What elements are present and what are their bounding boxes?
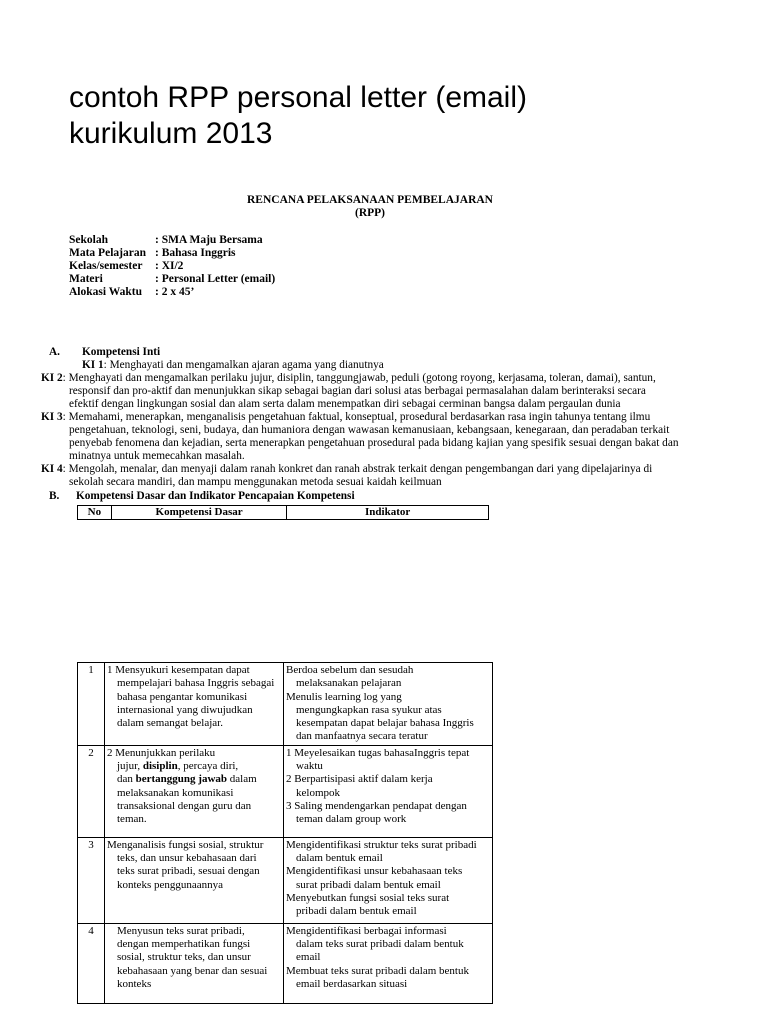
identity-value: : 2 x 45’ [155,286,195,298]
ki1-text: : Menghayati dan mengamalkan ajaran agama yang dianutnya [103,359,384,371]
identity-row [69,260,184,272]
cell-line: melaksanakan komunikasi [117,786,234,799]
cell-text: jujur, [117,760,143,773]
section-b-marker: B. [49,490,60,502]
kompetensi-dasar-cell [105,837,284,923]
row-number: 4 [78,923,105,1003]
cell-line: pribadi dalam bentuk email [296,905,417,918]
competency-table-header [77,505,489,520]
cell-line: teman dalam group work [296,813,407,826]
identity-label: Sekolah [69,234,108,246]
identity-value: : Bahasa Inggris [155,247,236,259]
cell-text: dalam [227,773,257,786]
cell-line: Mengidentifikasi unsur kebahasaan teks [286,865,463,878]
cell-line: dalam semangat belajar. [117,717,223,730]
ki1-line [82,359,384,372]
row-number: 3 [78,837,105,923]
table-row [78,923,493,1003]
cell-line: email berdasarkan situasi [296,977,408,990]
table-row [78,837,493,923]
cell-line: Menulis learning log yang [286,690,402,703]
ki3-line-1 [41,411,650,424]
cell-line: mengungkapkan rasa syukur atas [296,703,442,716]
competency-table [77,662,493,1004]
cell-text: dan [117,773,136,786]
page-title-line-1: contoh RPP personal letter (email) [69,81,527,114]
cell-line: 2 Berpartisipasi aktif dalam kerja [286,773,433,786]
ki2-line-3: efektif dengan lingkungan sosial dan alam serta dalam menempatkan diri sebagai cerminan bangsa dalam pergaulan dunia [69,398,621,410]
cell-line: 3 Saling mendengarkan pendapat dengan [286,799,467,812]
column-header-indikator: Indikator [287,506,489,520]
table-row [78,745,493,837]
ki4-text: : Mengolah, menalar, dan menyaji dalam ranah konkret dan ranah abstrak terkait dengan pengembangan dari yang dipelajarinya di [62,463,653,475]
indikator-cell [284,745,493,837]
document-heading-line-2: (RPP) [354,207,385,219]
cell-line: email [296,951,321,964]
cell-line: surat pribadi dalam bentuk email [296,878,441,891]
cell-line: waktu [296,760,323,773]
cell-line: Menganalisis fungsi sosial, struktur [107,838,264,851]
page-title [69,80,709,152]
page-title-line-2: kurikulum 2013 [69,117,273,150]
indikator-cell [284,663,493,746]
ki4-line-1 [41,463,652,476]
cell-line [107,760,281,773]
cell-line: dengan memperhatikan fungsi [117,938,251,951]
cell-line: transaksional dengan guru dan [117,799,252,812]
cell-line: 1 Meyelesaikan tugas bahasaInggris tepat [286,746,470,759]
cell-line: Berdoa sebelum dan sesudah [286,664,414,676]
cell-line: Menyebutkan fungsi sosial teks surat [286,891,450,904]
section-a-title: Kompetensi Inti [82,346,161,358]
section-a-marker: A. [49,346,60,358]
identity-label: Materi [69,273,103,285]
identity-label: Alokasi Waktu [69,286,142,298]
cell-line: dalam bentuk email [296,852,383,865]
ki2-line-2: responsif dan pro-aktif dan menunjukkan sikap sebagai bagian dari solusi atas berbagai permasalahan dalam berinteraksi secara [69,385,646,397]
ki3-text: : Memahami, menerapkan, menganalisis pengetahuan faktual, konseptual, prosedural berdasarkan rasa ingin tahunya tentang ilmu [62,411,651,423]
ki3-line-4: minatnya untuk memecahkan masalah. [69,450,245,462]
ki3-label: KI 3 [41,411,63,423]
cell-line: Menyusun teks surat pribadi, [117,924,245,937]
table-header-row [78,506,489,520]
column-header-no: No [78,506,112,520]
cell-line: dalam teks surat pribadi dalam bentuk [296,938,464,951]
cell-line: teman. [117,813,147,826]
document-heading-line-1: RENCANA PELAKSANAAN PEMBELAJARAN [247,194,493,206]
cell-line: 2 Menunjukkan perilaku [107,746,216,759]
cell-line: mempelajari bahasa Inggris sebagai [117,677,275,690]
kompetensi-dasar-cell [105,923,284,1003]
cell-line: bahasa pengantar komunikasi [117,690,248,703]
cell-line: Mengidentifikasi struktur teks surat pribadi [286,838,477,851]
identity-row [69,286,195,298]
ki1-label: KI 1 [82,359,104,371]
ki2-line-1 [41,372,656,385]
cell-line: internasional yang diwujudkan [117,703,253,716]
cell-line: melaksanakan pelajaran [296,677,402,690]
identity-value: : XI/2 [155,260,184,272]
cell-line: kelompok [296,786,340,799]
identity-row [69,273,276,285]
cell-line [107,773,281,786]
indikator-cell [284,837,493,923]
cell-line: teks surat pribadi, sesuai dengan [117,865,260,878]
row-number: 1 [78,663,105,746]
cell-line: teks, dan unsur kebahasaan dari [117,852,257,865]
cell-line: Mengidentifikasi berbagai informasi [286,924,447,937]
emphasis-text: bertanggung jawab [135,773,228,786]
cell-line: sosial, struktur teks, dan unsur [117,951,251,964]
table-row [78,663,493,746]
ki3-line-3: penyebab fenomena dan kejadian, serta menerapkan pengetahuan prosedural pada bidang kajian yang spesifik sesuai dengan bakat dan [69,437,679,449]
identity-row [69,234,263,246]
ki2-text: : Menghayati dan mengamalkan perilaku jujur, disiplin, tanggungjawab, peduli (gotong royong, kerjasama, toleran, damai), santun, [62,372,656,384]
cell-line: Membuat teks surat pribadi dalam bentuk [286,964,469,977]
cell-line: dan manfaatnya secara teratur [296,730,428,743]
ki2-label: KI 2 [41,372,63,384]
cell-line: konteks penggunaannya [117,878,223,891]
row-number: 2 [78,745,105,837]
column-header-kompetensi-dasar: Kompetensi Dasar [111,506,287,520]
section-b-title: Kompetensi Dasar dan Indikator Pencapaian Kompetensi [76,490,355,502]
identity-label: Mata Pelajaran [69,247,146,259]
cell-line: 1 Mensyukuri kesempatan dapat [107,664,250,676]
identity-value: : Personal Letter (email) [155,273,276,285]
ki3-line-2: pengetahuan, teknologi, seni, budaya, dan humaniora dengan wawasan kemanusiaan, kebangsaan, kenegaraan, dan peradaban terkait [69,424,670,436]
kompetensi-dasar-cell [105,745,284,837]
cell-line: konteks [117,977,152,990]
indikator-cell [284,923,493,1003]
ki4-line-2: sekolah secara mandiri, dan mampu menggunakan metoda sesuai kaidah keilmuan [69,476,442,488]
identity-value: : SMA Maju Bersama [155,234,263,246]
cell-line: kesempatan dapat belajar bahasa Inggris [296,717,474,730]
emphasis-text: disiplin [142,760,178,773]
identity-row [69,247,236,259]
cell-line: kebahasaan yang benar dan sesuai [117,964,268,977]
cell-text: , percaya diri, [177,760,239,773]
ki4-label: KI 4 [41,463,63,475]
kompetensi-dasar-cell [105,663,284,746]
identity-label: Kelas/semester [69,260,143,272]
document-heading [200,194,540,220]
